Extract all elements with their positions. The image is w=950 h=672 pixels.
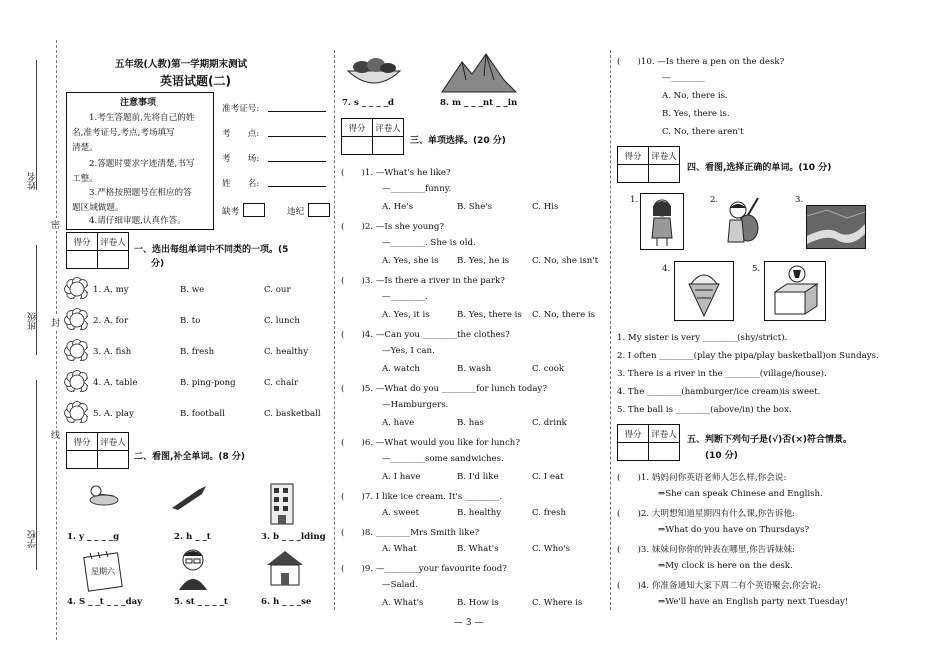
- section3-title: 三、单项选择。(20 分): [410, 136, 506, 146]
- option-c: C. Who's: [532, 544, 571, 554]
- class-label: 班级: [28, 312, 38, 330]
- option-a: 4. A. table: [93, 378, 138, 388]
- student-name-label: 姓 名:: [222, 179, 260, 189]
- yogurt-toy-picture: [84, 482, 120, 510]
- option-c: C. Where is: [532, 598, 583, 608]
- answer-flower-icon[interactable]: [64, 277, 88, 299]
- seal-char: 密: [51, 218, 60, 231]
- notes-line: 1.考生答题前,先将自己的姓: [89, 113, 195, 123]
- grader-cell-label: 评卷人: [649, 425, 680, 443]
- score-cell-label: 得分: [67, 233, 98, 251]
- pic-num-5: 5.: [752, 264, 761, 274]
- question-8: ( )8. ________Mrs Smith like?: [341, 528, 480, 538]
- calendar-text: 星期六: [91, 567, 115, 576]
- grader-cell[interactable]: [98, 251, 129, 269]
- answer-flower-icon[interactable]: [64, 401, 88, 423]
- option-b: B. has: [457, 418, 484, 428]
- shy-girl-picture: [640, 193, 684, 250]
- column-divider: [610, 50, 611, 610]
- page-number: — 3 —: [454, 618, 484, 628]
- grader-cell-label: 评卷人: [373, 119, 404, 137]
- question-line2: —________some sandwiches.: [382, 454, 504, 464]
- exam-site-label: 考 点:: [222, 129, 260, 139]
- notes-line: 题区域做题。: [72, 203, 124, 213]
- name-line: [36, 60, 37, 190]
- q10-option-a: A. No, there is.: [662, 91, 728, 101]
- question-9: ( )9. —________your favourite food?: [341, 564, 507, 574]
- word-blank-7: 7. s _ _ _ _d: [342, 98, 394, 108]
- option-a: 1. A. my: [93, 285, 129, 295]
- judge-question-4: ( )4. 你准备通知大家下周二有个英语聚会,你会说:: [617, 581, 821, 591]
- option-b: B. healthy: [457, 508, 502, 518]
- option-b: B. She's: [457, 202, 493, 212]
- answer-flower-icon[interactable]: [64, 308, 88, 330]
- q10-option-b: B. Yes, there is.: [662, 109, 730, 119]
- question-line2: —Salad.: [382, 580, 418, 590]
- student-name-field[interactable]: [268, 186, 326, 187]
- section1-title: 一、选出每组单词中不同类的一项。(5: [134, 245, 289, 255]
- score-table: [617, 424, 680, 461]
- judge-sentence-2: ⇒What do you have on Thursdays?: [658, 525, 810, 535]
- notes-line: 4.请仔细审题,认真作答。: [89, 216, 186, 226]
- grader-cell[interactable]: [649, 443, 680, 461]
- grader-cell-label: 评卷人: [98, 433, 129, 451]
- score-cell[interactable]: [618, 443, 649, 461]
- notes-line: 清楚。: [72, 143, 98, 153]
- score-cell-label: 得分: [342, 119, 373, 137]
- grader-cell-label: 评卷人: [98, 233, 129, 251]
- option-a: A. Yes, she is: [382, 256, 439, 266]
- exam-title: 五年级(人教)第一学期期末测试: [115, 59, 248, 70]
- mountain-picture: [440, 50, 518, 94]
- score-cell-label: 得分: [618, 425, 649, 443]
- pic-num-4: 4.: [662, 264, 671, 274]
- judge-question-1: ( )1. 妈妈问你英语老师人怎么样,你会说:: [617, 473, 787, 483]
- pic-num-3: 3.: [795, 195, 804, 205]
- word-blank-8: 8. m _ _ _nt _ _in: [440, 98, 518, 108]
- option-a: A. What: [382, 544, 417, 554]
- judge-sentence-4: ⇒We'll have an English party next Tuesday!: [658, 597, 849, 607]
- option-b: B. How is: [457, 598, 499, 608]
- option-b: B. fresh: [180, 347, 215, 357]
- name-label: 姓名: [28, 172, 38, 190]
- binding-line: [56, 40, 57, 640]
- option-c: C. No, she isn't: [532, 256, 599, 266]
- house-picture: [265, 547, 305, 587]
- absent-label: 缺考: [222, 207, 240, 217]
- score-table: [66, 432, 129, 469]
- question-4: ( )4. —Can you ________the clothes?: [341, 330, 510, 340]
- question-line2: —________funny.: [382, 184, 452, 194]
- question-7: ( )7. I like ice cream. It's ________.: [341, 492, 503, 502]
- hat-picture: [168, 482, 210, 512]
- score-cell[interactable]: [67, 451, 98, 469]
- score-cell[interactable]: [67, 251, 98, 269]
- pic-num-2: 2.: [710, 195, 719, 205]
- option-b: B. Yes, there is: [457, 310, 522, 320]
- building-picture: [268, 478, 296, 526]
- ice-cream-picture: [674, 261, 734, 321]
- word-blank-1: 1. y _ _ _ _g: [67, 532, 120, 542]
- answer-flower-icon[interactable]: [64, 370, 88, 392]
- question-2: ( )2. —Is she young?: [341, 222, 444, 232]
- option-c: C. healthy: [264, 347, 309, 357]
- question-line2: —________. She is old.: [382, 238, 476, 248]
- exam-site-field[interactable]: [268, 136, 326, 137]
- section5-title-cont: (10 分): [705, 451, 738, 461]
- option-c: C. our: [264, 285, 291, 295]
- option-c: C. basketball: [264, 409, 321, 419]
- violation-checkbox[interactable]: [308, 203, 330, 217]
- notes-line: 2.答题时要求字迹清楚,书写: [89, 159, 195, 169]
- option-c: C. No, there is: [532, 310, 596, 320]
- sentence-5: 5. The ball is ________(above/in) the box.: [617, 405, 792, 415]
- score-cell[interactable]: [342, 137, 373, 155]
- option-a: 5. A. play: [93, 409, 134, 419]
- notes-line: 3.严格按照题号在相应的答: [89, 188, 192, 198]
- exam-room-field[interactable]: [268, 161, 326, 162]
- score-cell-label: 得分: [618, 147, 649, 165]
- judge-question-2: ( )2. 大明想知道星期四有什么课,你告诉他:: [617, 509, 795, 519]
- notes-line: 工整。: [72, 174, 98, 184]
- absent-checkbox[interactable]: [243, 203, 265, 217]
- section2-title: 二、看图,补全单词。(8 分): [134, 452, 246, 462]
- sentence-3: 3. There is a river in the ________(village/house).: [617, 369, 827, 379]
- option-a: A. What's: [382, 598, 424, 608]
- exam-subtitle: 英语试题(二): [160, 74, 231, 88]
- question-10: ( )10. —Is there a pen on the desk?: [617, 57, 785, 67]
- sentence-4: 4. The ________(hamburger/ice cream)is sweet.: [617, 387, 821, 397]
- score-cell-label: 得分: [67, 433, 98, 451]
- option-a: A. watch: [382, 364, 420, 374]
- sentence-1: 1. My sister is very ________(shy/strict).: [617, 333, 788, 343]
- salad-bowl-picture: [344, 53, 404, 93]
- question-5: ( )5. —What do you ________for lunch today?: [341, 384, 547, 394]
- word-blank-5: 5. st _ _ _ _t: [174, 597, 228, 607]
- question-line2: —________.: [382, 292, 428, 302]
- question-10-line2: —________: [662, 73, 705, 83]
- river-picture: [806, 205, 866, 249]
- score-table: [66, 232, 129, 269]
- question-6: ( )6. —What would you like for lunch?: [341, 438, 520, 448]
- option-b: B. to: [180, 316, 201, 326]
- option-c: C. lunch: [264, 316, 300, 326]
- violation-label: 违纪: [287, 207, 305, 217]
- score-table: [617, 146, 680, 183]
- option-b: B. What's: [457, 544, 499, 554]
- word-blank-6: 6. h _ _ _se: [261, 597, 312, 607]
- option-c: C. His: [532, 202, 559, 212]
- seal-char: 线: [51, 428, 60, 441]
- word-blank-3: 3. b _ _ _lding: [261, 532, 326, 542]
- option-a: A. I have: [382, 472, 421, 482]
- ball-box-picture: [764, 261, 826, 321]
- exam-room-label: 考 场:: [222, 154, 260, 164]
- option-b: B. Yes, he is: [457, 256, 510, 266]
- answer-flower-icon[interactable]: [64, 339, 88, 361]
- option-b: B. ping-pong: [180, 378, 236, 388]
- option-c: C. chair: [264, 378, 299, 388]
- option-b: B. we: [180, 285, 205, 295]
- word-blank-2: 2. h _ _t: [174, 532, 211, 542]
- column-divider: [334, 50, 335, 610]
- section1-title-cont: 分): [151, 259, 165, 269]
- judge-question-3: ( )3. 妹妹问你你的钟表在哪里,你告诉妹妹:: [617, 545, 795, 555]
- option-a: A. sweet: [382, 508, 420, 518]
- pipa-girl-picture: [718, 196, 766, 246]
- option-a: A. He's: [382, 202, 414, 212]
- score-table: [341, 118, 404, 155]
- option-a: A. Yes, it is: [382, 310, 430, 320]
- section4-title: 四、看图,选择正确的单词。(10 分): [687, 163, 832, 173]
- judge-sentence-3: ⇒My clock is here on the desk.: [658, 561, 793, 571]
- question-line2: —Yes, I can.: [382, 346, 435, 356]
- seal-char: 封: [51, 316, 60, 329]
- judge-sentence-1: ⇒She can speak Chinese and English.: [658, 489, 823, 499]
- option-c: C. cook: [532, 364, 565, 374]
- word-blank-4: 4. S _ _t _ _ _day: [67, 597, 143, 607]
- class-line: [36, 245, 37, 355]
- question-3: ( )3. —Is there a river in the park?: [341, 276, 505, 286]
- grader-cell[interactable]: [649, 165, 680, 183]
- grader-cell[interactable]: [98, 451, 129, 469]
- notes-title: 注意事项: [120, 98, 157, 108]
- option-a: A. have: [382, 418, 415, 428]
- option-b: B. wash: [457, 364, 492, 374]
- student-boy-picture: [175, 546, 211, 592]
- notes-line: 名,准考证号,考点,考场填写: [72, 128, 175, 138]
- grader-cell-label: 评卷人: [649, 147, 680, 165]
- score-cell[interactable]: [618, 165, 649, 183]
- section5-title: 五、判断下列句子是(√)否(×)符合情景。: [687, 435, 852, 445]
- q10-option-c: C. No, there aren't: [662, 127, 744, 137]
- option-c: C. I eat: [532, 472, 564, 482]
- school-label: 学校: [28, 530, 38, 548]
- option-a: 3. A. fish: [93, 347, 132, 357]
- option-c: C. fresh: [532, 508, 567, 518]
- option-b: B. I'd like: [457, 472, 499, 482]
- pic-num-1: 1.: [630, 195, 639, 205]
- exam-number-field[interactable]: [268, 111, 326, 112]
- option-a: 2. A. for: [93, 316, 129, 326]
- option-c: C. drink: [532, 418, 567, 428]
- grader-cell[interactable]: [373, 137, 404, 155]
- question-line2: —Hamburgers.: [382, 400, 449, 410]
- question-1: ( )1. —What's he like?: [341, 168, 451, 178]
- option-b: B. football: [180, 409, 225, 419]
- exam-number-label: 准考证号:: [222, 104, 260, 114]
- sentence-2: 2. I often ________(play the pipa/play basketball)on Sundays.: [617, 351, 879, 361]
